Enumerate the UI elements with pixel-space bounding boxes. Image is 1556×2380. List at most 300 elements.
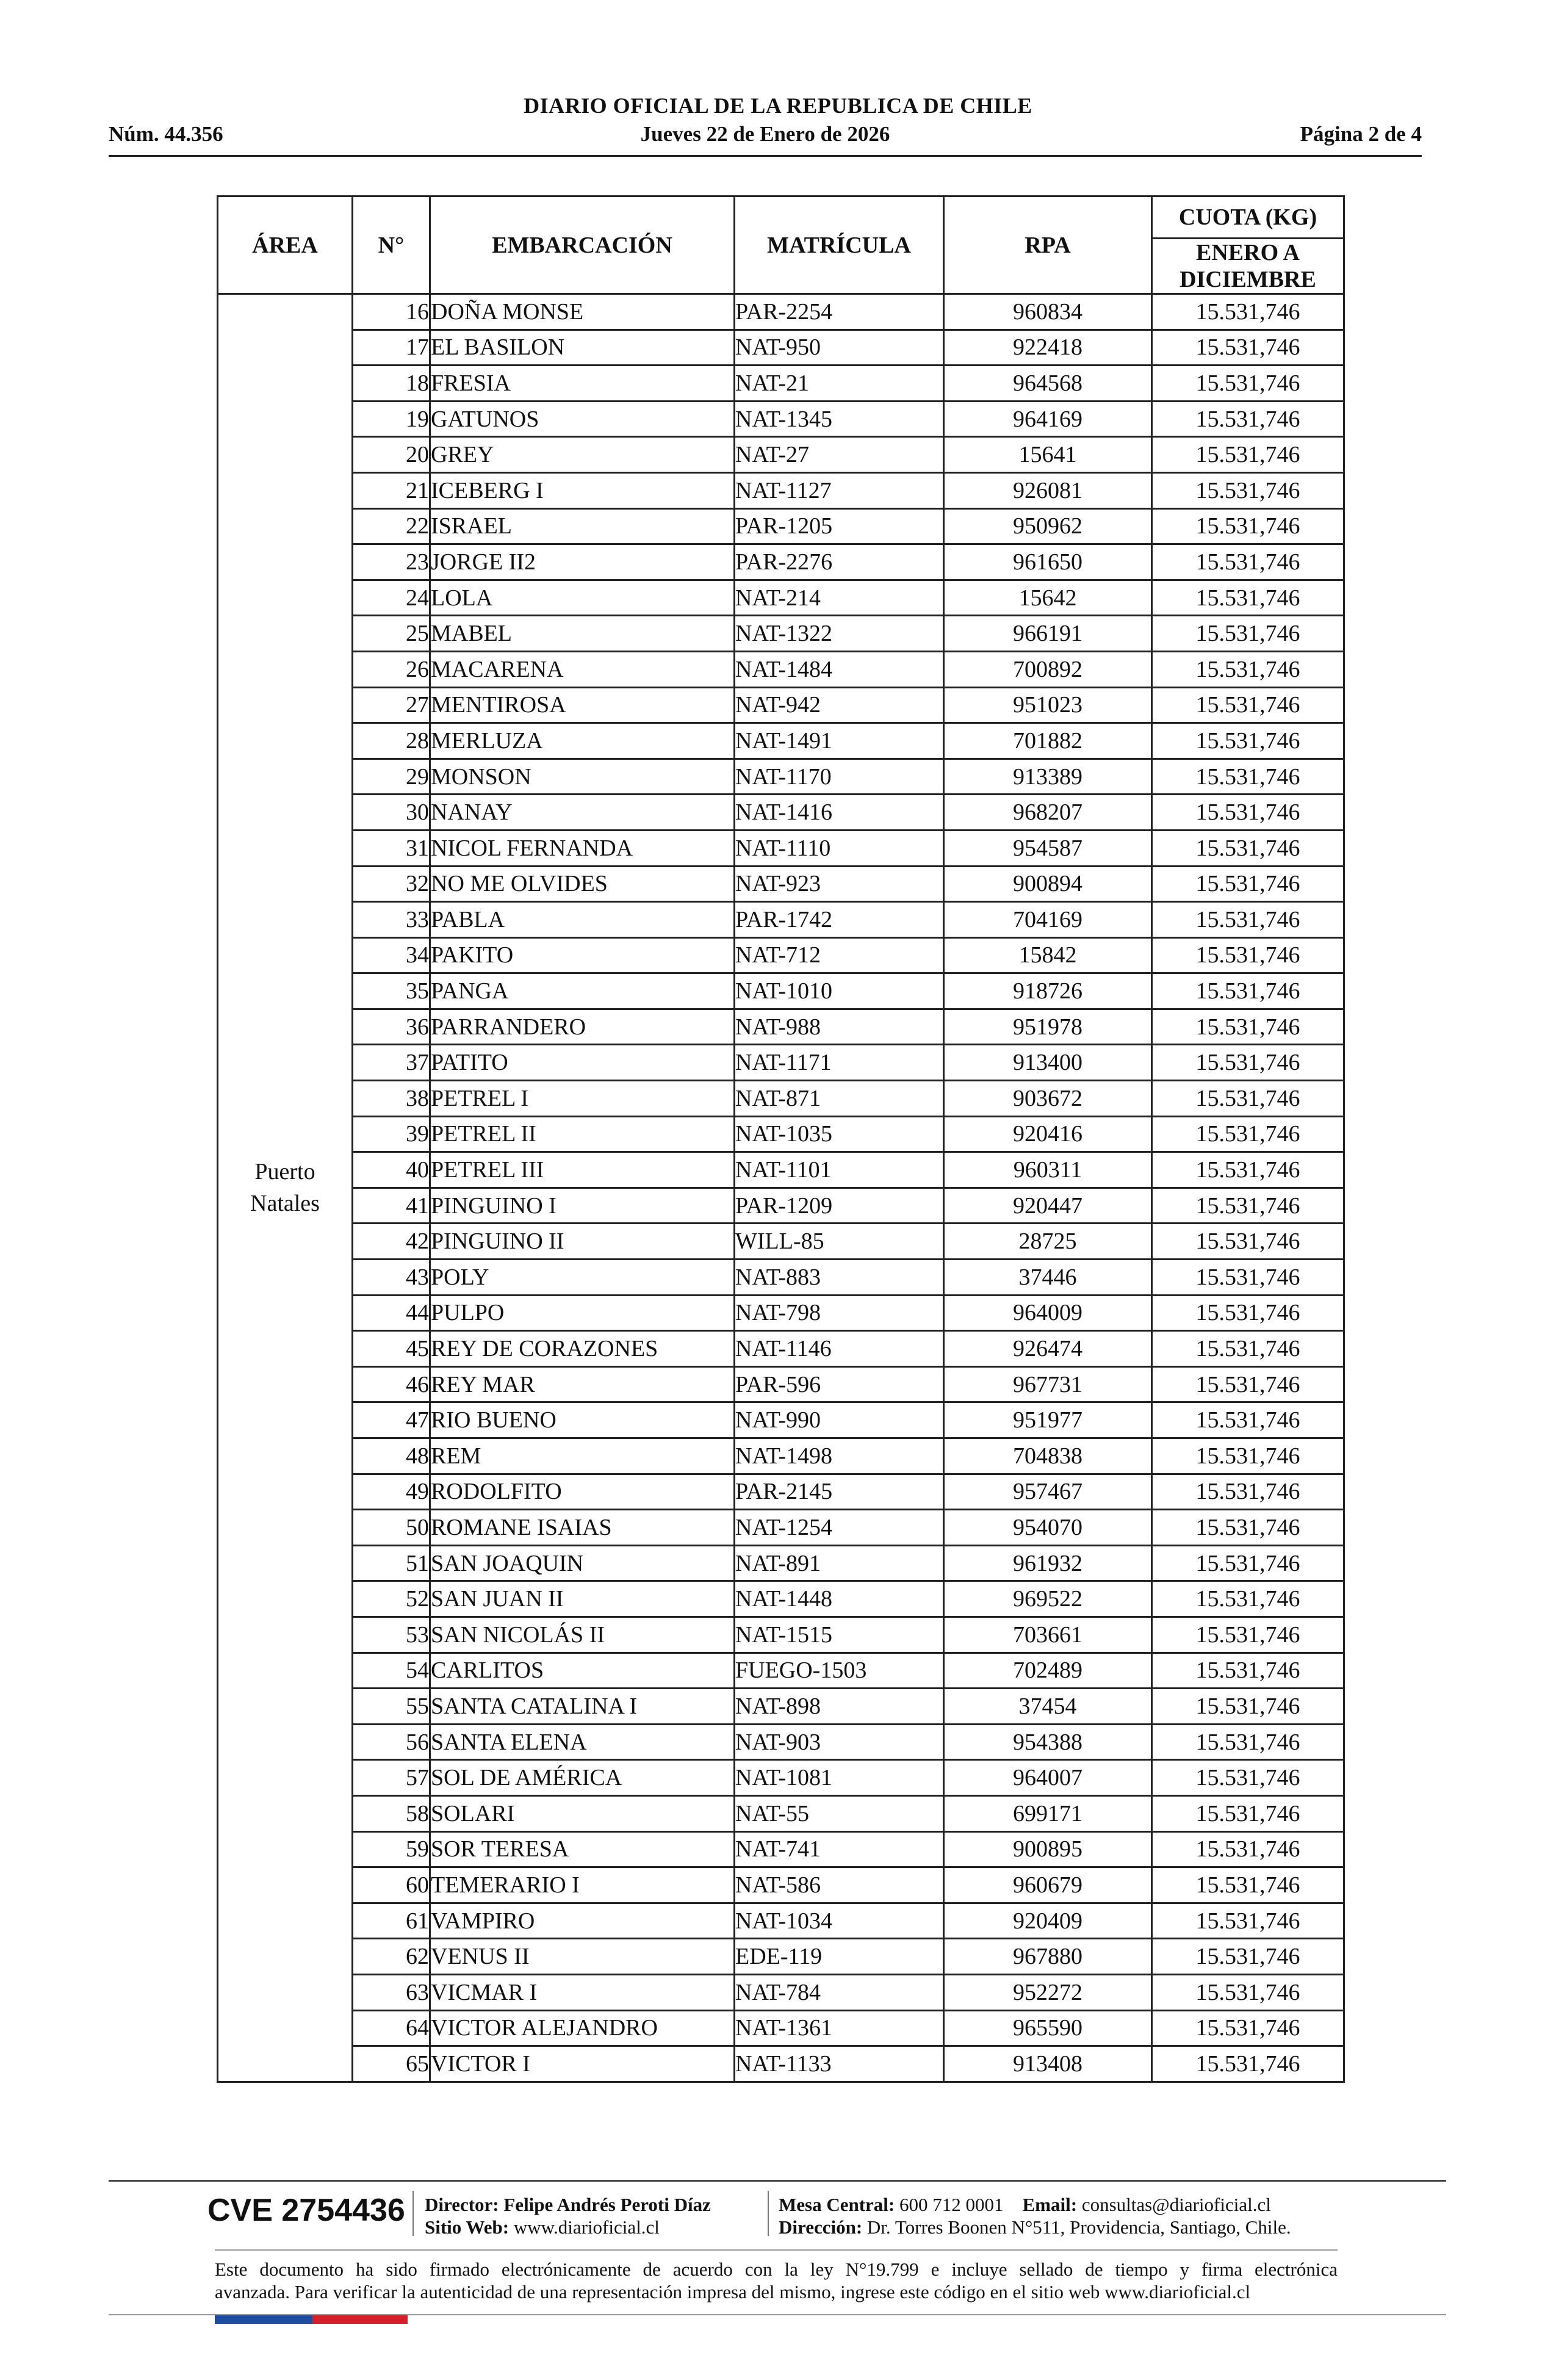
table-row bbox=[218, 795, 1344, 831]
table-row bbox=[218, 1867, 1344, 1903]
cell-quota: 15.531,746 bbox=[1152, 1116, 1344, 1152]
cell-registration: NAT-990 bbox=[735, 1402, 944, 1438]
footer-divider-top bbox=[109, 2180, 1446, 2182]
table-row bbox=[218, 544, 1344, 580]
header-quota: CUOTA (KG) bbox=[1152, 197, 1344, 239]
cell-quota: 15.531,746 bbox=[1152, 294, 1344, 330]
cell-registration: NAT-1484 bbox=[735, 651, 944, 687]
cell-quota: 15.531,746 bbox=[1152, 1081, 1344, 1117]
cell-number: 35 bbox=[353, 973, 430, 1009]
cell-quota: 15.531,746 bbox=[1152, 1760, 1344, 1796]
area-name-line1: Puerto bbox=[254, 1159, 315, 1185]
cell-quota: 15.531,746 bbox=[1152, 973, 1344, 1009]
cell-rpa: 964009 bbox=[944, 1295, 1152, 1331]
table-row bbox=[218, 330, 1344, 366]
cell-rpa: 15641 bbox=[944, 437, 1152, 473]
cell-number: 34 bbox=[353, 937, 430, 973]
cell-number: 59 bbox=[353, 1831, 430, 1867]
cell-registration: NAT-988 bbox=[735, 1009, 944, 1045]
cell-number: 41 bbox=[353, 1188, 430, 1224]
cell-vessel: PARRANDERO bbox=[430, 1009, 735, 1045]
website-label: Sitio Web: bbox=[425, 2216, 510, 2238]
cell-registration: NAT-1081 bbox=[735, 1760, 944, 1796]
cell-quota: 15.531,746 bbox=[1152, 2010, 1344, 2046]
cell-vessel: NICOL FERNANDA bbox=[430, 830, 735, 866]
cell-rpa: 965590 bbox=[944, 2010, 1152, 2046]
cell-rpa: 37454 bbox=[944, 1689, 1152, 1725]
cell-quota: 15.531,746 bbox=[1152, 1581, 1344, 1617]
header-quota-period: ENERO A DICIEMBRE bbox=[1152, 239, 1344, 294]
cell-quota: 15.531,746 bbox=[1152, 651, 1344, 687]
cell-registration: PAR-2276 bbox=[735, 544, 944, 580]
cell-number: 38 bbox=[353, 1081, 430, 1117]
cell-rpa: 28725 bbox=[944, 1224, 1152, 1260]
footer-divider-mid bbox=[215, 2249, 1338, 2251]
cell-number: 32 bbox=[353, 866, 430, 902]
cell-rpa: 961650 bbox=[944, 544, 1152, 580]
cell-quota: 15.531,746 bbox=[1152, 330, 1344, 366]
table-row bbox=[218, 723, 1344, 759]
table-row bbox=[218, 508, 1344, 544]
cell-quota: 15.531,746 bbox=[1152, 1689, 1344, 1725]
cell-quota: 15.531,746 bbox=[1152, 1438, 1344, 1474]
director-label: Director: bbox=[425, 2194, 499, 2215]
cell-quota: 15.531,746 bbox=[1152, 544, 1344, 580]
table-row bbox=[218, 1474, 1344, 1510]
cell-registration: NAT-1010 bbox=[735, 973, 944, 1009]
cell-number: 29 bbox=[353, 759, 430, 795]
cell-rpa: 704169 bbox=[944, 902, 1152, 938]
cell-quota: 15.531,746 bbox=[1152, 1617, 1344, 1653]
cell-registration: NAT-214 bbox=[735, 580, 944, 616]
cell-quota: 15.531,746 bbox=[1152, 795, 1344, 831]
issue-number: Núm. 44.356 bbox=[109, 122, 223, 146]
cell-rpa: 964007 bbox=[944, 1760, 1152, 1796]
cell-vessel: TEMERARIO I bbox=[430, 1867, 735, 1903]
cell-vessel: SAN JUAN II bbox=[430, 1581, 735, 1617]
table-row bbox=[218, 1903, 1344, 1939]
cell-quota: 15.531,746 bbox=[1152, 902, 1344, 938]
cell-registration: NAT-891 bbox=[735, 1545, 944, 1581]
table-row bbox=[218, 1260, 1344, 1296]
cell-rpa: 922418 bbox=[944, 330, 1152, 366]
cell-rpa: 951023 bbox=[944, 687, 1152, 723]
cell-vessel: SOL DE AMÉRICA bbox=[430, 1760, 735, 1796]
cell-vessel: PANGA bbox=[430, 973, 735, 1009]
cell-rpa: 699171 bbox=[944, 1795, 1152, 1831]
cell-number: 19 bbox=[353, 401, 430, 437]
table-row bbox=[218, 1438, 1344, 1474]
cell-registration: NAT-950 bbox=[735, 330, 944, 366]
cell-vessel: SAN JOAQUIN bbox=[430, 1545, 735, 1581]
table-row bbox=[218, 437, 1344, 473]
cell-number: 18 bbox=[353, 366, 430, 402]
cell-registration: NAT-1110 bbox=[735, 830, 944, 866]
cell-rpa: 960679 bbox=[944, 1867, 1152, 1903]
cell-vessel: VAMPIRO bbox=[430, 1903, 735, 1939]
table-row bbox=[218, 1795, 1344, 1831]
cell-number: 56 bbox=[353, 1724, 430, 1760]
cell-quota: 15.531,746 bbox=[1152, 723, 1344, 759]
cell-registration: NAT-1035 bbox=[735, 1116, 944, 1152]
table-row bbox=[218, 2010, 1344, 2046]
cell-vessel: GREY bbox=[430, 437, 735, 473]
cell-rpa: 704838 bbox=[944, 1438, 1152, 1474]
cell-registration: NAT-712 bbox=[735, 937, 944, 973]
cell-number: 61 bbox=[353, 1903, 430, 1939]
cell-rpa: 968207 bbox=[944, 795, 1152, 831]
cell-registration: NAT-55 bbox=[735, 1795, 944, 1831]
cell-number: 39 bbox=[353, 1116, 430, 1152]
table-row bbox=[218, 1402, 1344, 1438]
cell-number: 44 bbox=[353, 1295, 430, 1331]
cell-quota: 15.531,746 bbox=[1152, 1474, 1344, 1510]
cell-number: 55 bbox=[353, 1689, 430, 1725]
issue-date: Jueves 22 de Enero de 2026 bbox=[640, 122, 890, 146]
cell-registration: NAT-1515 bbox=[735, 1617, 944, 1653]
cell-vessel: MENTIROSA bbox=[430, 687, 735, 723]
cell-rpa: 920447 bbox=[944, 1188, 1152, 1224]
cell-quota: 15.531,746 bbox=[1152, 1724, 1344, 1760]
cell-number: 64 bbox=[353, 2010, 430, 2046]
table-row bbox=[218, 937, 1344, 973]
cell-number: 40 bbox=[353, 1152, 430, 1188]
flag-stripe-blue bbox=[215, 2315, 312, 2324]
header-vessel: EMBARCACIÓN bbox=[430, 197, 735, 294]
table-row bbox=[218, 1152, 1344, 1188]
table-body bbox=[218, 294, 1344, 2082]
cell-rpa: 960311 bbox=[944, 1152, 1152, 1188]
quota-table bbox=[217, 195, 1345, 2083]
cell-registration: NAT-871 bbox=[735, 1081, 944, 1117]
cell-rpa: 926081 bbox=[944, 472, 1152, 508]
cell-number: 49 bbox=[353, 1474, 430, 1510]
cell-registration: WILL-85 bbox=[735, 1224, 944, 1260]
cell-vessel: SANTA CATALINA I bbox=[430, 1689, 735, 1725]
cell-number: 20 bbox=[353, 437, 430, 473]
cell-rpa: 913408 bbox=[944, 2046, 1152, 2082]
cell-rpa: 951977 bbox=[944, 1402, 1152, 1438]
cell-number: 52 bbox=[353, 1581, 430, 1617]
cell-rpa: 961932 bbox=[944, 1545, 1152, 1581]
cell-vessel: VENUS II bbox=[430, 1939, 735, 1975]
cell-rpa: 951978 bbox=[944, 1009, 1152, 1045]
email-label: Email: bbox=[1022, 2194, 1078, 2215]
page-number: Página 2 de 4 bbox=[1300, 122, 1422, 146]
legal-notice-line2: avanzada. Para verificar la autenticidad de una representación impresa del mismo, ingrese este código en el sitio web www.diarioficial.cl bbox=[215, 2281, 1251, 2302]
cell-rpa: 703661 bbox=[944, 1617, 1152, 1653]
cell-rpa: 37446 bbox=[944, 1260, 1152, 1296]
cell-quota: 15.531,746 bbox=[1152, 1903, 1344, 1939]
cell-rpa: 700892 bbox=[944, 651, 1152, 687]
table-row bbox=[218, 1689, 1344, 1725]
cell-vessel: REY DE CORAZONES bbox=[430, 1331, 735, 1367]
cell-vessel: ISRAEL bbox=[430, 508, 735, 544]
cell-registration: NAT-1170 bbox=[735, 759, 944, 795]
cell-vessel: GATUNOS bbox=[430, 401, 735, 437]
cell-registration: PAR-1742 bbox=[735, 902, 944, 938]
cell-registration: PAR-2254 bbox=[735, 294, 944, 330]
cell-registration: NAT-1146 bbox=[735, 1331, 944, 1367]
cell-number: 23 bbox=[353, 544, 430, 580]
table-row bbox=[218, 1510, 1344, 1546]
cell-quota: 15.531,746 bbox=[1152, 1653, 1344, 1689]
cell-registration: NAT-923 bbox=[735, 866, 944, 902]
cell-quota: 15.531,746 bbox=[1152, 1331, 1344, 1367]
cell-number: 31 bbox=[353, 830, 430, 866]
cell-registration: PAR-2145 bbox=[735, 1474, 944, 1510]
cell-registration: NAT-1345 bbox=[735, 401, 944, 437]
cell-number: 45 bbox=[353, 1331, 430, 1367]
cell-rpa: 964568 bbox=[944, 366, 1152, 402]
cell-registration: NAT-1361 bbox=[735, 2010, 944, 2046]
cell-vessel: MACARENA bbox=[430, 651, 735, 687]
cell-registration: NAT-942 bbox=[735, 687, 944, 723]
cell-vessel: SOR TERESA bbox=[430, 1831, 735, 1867]
footer-separator bbox=[768, 2191, 769, 2236]
table-row bbox=[218, 1045, 1344, 1081]
table-row bbox=[218, 1581, 1344, 1617]
cell-vessel: PETREL III bbox=[430, 1152, 735, 1188]
table-row bbox=[218, 866, 1344, 902]
cell-vessel: PETREL I bbox=[430, 1081, 735, 1117]
cell-rpa: 950962 bbox=[944, 508, 1152, 544]
cell-quota: 15.531,746 bbox=[1152, 437, 1344, 473]
cell-rpa: 954587 bbox=[944, 830, 1152, 866]
cell-rpa: 966191 bbox=[944, 616, 1152, 652]
cell-rpa: 954388 bbox=[944, 1724, 1152, 1760]
cell-registration: NAT-1254 bbox=[735, 1510, 944, 1546]
cell-number: 48 bbox=[353, 1438, 430, 1474]
cell-vessel: EL BASILON bbox=[430, 330, 735, 366]
table-row bbox=[218, 1939, 1344, 1975]
cell-registration: NAT-1491 bbox=[735, 723, 944, 759]
cell-number: 57 bbox=[353, 1760, 430, 1796]
cell-vessel: CARLITOS bbox=[430, 1653, 735, 1689]
table-row bbox=[218, 1617, 1344, 1653]
cell-vessel: VICTOR ALEJANDRO bbox=[430, 2010, 735, 2046]
cell-quota: 15.531,746 bbox=[1152, 1867, 1344, 1903]
cell-registration: NAT-1133 bbox=[735, 2046, 944, 2082]
cell-registration: PAR-1205 bbox=[735, 508, 944, 544]
cell-vessel: PETREL II bbox=[430, 1116, 735, 1152]
table-row bbox=[218, 616, 1344, 652]
cell-vessel: MONSON bbox=[430, 759, 735, 795]
cell-quota: 15.531,746 bbox=[1152, 1260, 1344, 1296]
flag-stripe-red bbox=[312, 2315, 408, 2324]
header-number: N° bbox=[353, 197, 430, 294]
cell-quota: 15.531,746 bbox=[1152, 1545, 1344, 1581]
cell-number: 16 bbox=[353, 294, 430, 330]
cell-quota: 15.531,746 bbox=[1152, 687, 1344, 723]
header-rpa: RPA bbox=[944, 197, 1152, 294]
phone-label: Mesa Central: bbox=[779, 2194, 895, 2215]
cell-number: 37 bbox=[353, 1045, 430, 1081]
table-row bbox=[218, 1116, 1344, 1152]
cell-quota: 15.531,746 bbox=[1152, 759, 1344, 795]
table-row bbox=[218, 651, 1344, 687]
cell-registration: PAR-596 bbox=[735, 1366, 944, 1402]
cell-registration: EDE-119 bbox=[735, 1939, 944, 1975]
cell-registration: NAT-903 bbox=[735, 1724, 944, 1760]
phone-number: 600 712 0001 bbox=[899, 2194, 1004, 2215]
cell-vessel: SAN NICOLÁS II bbox=[430, 1617, 735, 1653]
cell-number: 63 bbox=[353, 1974, 430, 2010]
cell-vessel: JORGE II2 bbox=[430, 544, 735, 580]
cell-number: 47 bbox=[353, 1402, 430, 1438]
cell-registration: NAT-21 bbox=[735, 366, 944, 402]
cell-registration: NAT-1498 bbox=[735, 1438, 944, 1474]
cell-number: 42 bbox=[353, 1224, 430, 1260]
cell-vessel: REY MAR bbox=[430, 1366, 735, 1402]
cell-vessel: ROMANE ISAIAS bbox=[430, 1510, 735, 1546]
table-row bbox=[218, 1831, 1344, 1867]
email-link[interactable]: consultas@diarioficial.cl bbox=[1081, 2194, 1271, 2215]
cell-vessel: ICEBERG I bbox=[430, 472, 735, 508]
cell-vessel: SANTA ELENA bbox=[430, 1724, 735, 1760]
table-row bbox=[218, 1009, 1344, 1045]
cell-vessel: LOLA bbox=[430, 580, 735, 616]
cell-rpa: 969522 bbox=[944, 1581, 1152, 1617]
cell-quota: 15.531,746 bbox=[1152, 1939, 1344, 1975]
table-row bbox=[218, 2046, 1344, 2082]
cell-quota: 15.531,746 bbox=[1152, 1009, 1344, 1045]
cell-quota: 15.531,746 bbox=[1152, 508, 1344, 544]
cell-quota: 15.531,746 bbox=[1152, 1795, 1344, 1831]
cell-quota: 15.531,746 bbox=[1152, 2046, 1344, 2082]
cell-quota: 15.531,746 bbox=[1152, 472, 1344, 508]
cell-vessel: PABLA bbox=[430, 902, 735, 938]
cell-registration: FUEGO-1503 bbox=[735, 1653, 944, 1689]
cell-vessel: POLY bbox=[430, 1260, 735, 1296]
cell-rpa: 954070 bbox=[944, 1510, 1152, 1546]
cell-number: 27 bbox=[353, 687, 430, 723]
cell-number: 26 bbox=[353, 651, 430, 687]
area-cell bbox=[218, 294, 353, 2082]
table-row bbox=[218, 366, 1344, 402]
cell-rpa: 967731 bbox=[944, 1366, 1152, 1402]
cell-number: 62 bbox=[353, 1939, 430, 1975]
cell-number: 43 bbox=[353, 1260, 430, 1296]
cell-registration: NAT-784 bbox=[735, 1974, 944, 2010]
cell-vessel: REM bbox=[430, 1438, 735, 1474]
footer-director-block bbox=[425, 2193, 711, 2238]
cell-quota: 15.531,746 bbox=[1152, 1510, 1344, 1546]
cell-number: 58 bbox=[353, 1795, 430, 1831]
cell-registration: NAT-1127 bbox=[735, 472, 944, 508]
cell-rpa: 957467 bbox=[944, 1474, 1152, 1510]
cell-vessel: FRESIA bbox=[430, 366, 735, 402]
cell-registration: NAT-741 bbox=[735, 1831, 944, 1867]
cell-vessel: MERLUZA bbox=[430, 723, 735, 759]
cell-quota: 15.531,746 bbox=[1152, 1402, 1344, 1438]
cell-number: 28 bbox=[353, 723, 430, 759]
address-label: Dirección: bbox=[779, 2216, 863, 2238]
header-registration: MATRÍCULA bbox=[735, 197, 944, 294]
cell-quota: 15.531,746 bbox=[1152, 616, 1344, 652]
cell-vessel: SOLARI bbox=[430, 1795, 735, 1831]
cell-vessel: PINGUINO I bbox=[430, 1188, 735, 1224]
cell-number: 36 bbox=[353, 1009, 430, 1045]
cell-vessel: PULPO bbox=[430, 1295, 735, 1331]
table-row bbox=[218, 294, 1344, 330]
cell-number: 46 bbox=[353, 1366, 430, 1402]
header-divider bbox=[109, 155, 1422, 157]
cell-rpa: 960834 bbox=[944, 294, 1152, 330]
table-row bbox=[218, 1724, 1344, 1760]
cell-vessel: VICMAR I bbox=[430, 1974, 735, 2010]
table-row bbox=[218, 580, 1344, 616]
cell-quota: 15.531,746 bbox=[1152, 580, 1344, 616]
cell-registration: NAT-586 bbox=[735, 1867, 944, 1903]
table-row bbox=[218, 687, 1344, 723]
cell-vessel: DOÑA MONSE bbox=[430, 294, 735, 330]
cell-quota: 15.531,746 bbox=[1152, 1295, 1344, 1331]
cell-rpa: 903672 bbox=[944, 1081, 1152, 1117]
cell-number: 22 bbox=[353, 508, 430, 544]
cell-quota: 15.531,746 bbox=[1152, 830, 1344, 866]
cell-quota: 15.531,746 bbox=[1152, 1188, 1344, 1224]
cell-vessel: RODOLFITO bbox=[430, 1474, 735, 1510]
table-row bbox=[218, 1974, 1344, 2010]
cell-vessel: NO ME OLVIDES bbox=[430, 866, 735, 902]
cell-registration: NAT-1034 bbox=[735, 1903, 944, 1939]
table-row bbox=[218, 1366, 1344, 1402]
cell-quota: 15.531,746 bbox=[1152, 401, 1344, 437]
cell-quota: 15.531,746 bbox=[1152, 1974, 1344, 2010]
cell-rpa: 900895 bbox=[944, 1831, 1152, 1867]
cell-registration: NAT-1171 bbox=[735, 1045, 944, 1081]
cell-number: 17 bbox=[353, 330, 430, 366]
area-name-line2: Natales bbox=[250, 1191, 320, 1217]
cell-number: 21 bbox=[353, 472, 430, 508]
cell-quota: 15.531,746 bbox=[1152, 1831, 1344, 1867]
cell-quota: 15.531,746 bbox=[1152, 1152, 1344, 1188]
table-row bbox=[218, 1295, 1344, 1331]
header-row bbox=[109, 122, 1422, 150]
table-row bbox=[218, 1545, 1344, 1581]
cell-registration: PAR-1209 bbox=[735, 1188, 944, 1224]
cell-number: 65 bbox=[353, 2046, 430, 2082]
website-link[interactable]: www.diarioficial.cl bbox=[513, 2216, 660, 2238]
cell-number: 24 bbox=[353, 580, 430, 616]
cell-vessel: PATITO bbox=[430, 1045, 735, 1081]
table-row bbox=[218, 759, 1344, 795]
cell-number: 53 bbox=[353, 1617, 430, 1653]
cell-number: 30 bbox=[353, 795, 430, 831]
table-row bbox=[218, 1331, 1344, 1367]
table-row bbox=[218, 1224, 1344, 1260]
cell-quota: 15.531,746 bbox=[1152, 1224, 1344, 1260]
cell-registration: NAT-898 bbox=[735, 1689, 944, 1725]
cell-rpa: 701882 bbox=[944, 723, 1152, 759]
cell-rpa: 918726 bbox=[944, 973, 1152, 1009]
cell-registration: NAT-1101 bbox=[735, 1152, 944, 1188]
table-row bbox=[218, 973, 1344, 1009]
cell-registration: NAT-27 bbox=[735, 437, 944, 473]
cell-registration: NAT-1416 bbox=[735, 795, 944, 831]
cell-registration: NAT-883 bbox=[735, 1260, 944, 1296]
cell-rpa: 964169 bbox=[944, 401, 1152, 437]
cell-number: 60 bbox=[353, 1867, 430, 1903]
cell-vessel: RIO BUENO bbox=[430, 1402, 735, 1438]
table-row bbox=[218, 1081, 1344, 1117]
table-row bbox=[218, 401, 1344, 437]
cell-rpa: 920416 bbox=[944, 1116, 1152, 1152]
cell-registration: NAT-1448 bbox=[735, 1581, 944, 1617]
cell-vessel: PAKITO bbox=[430, 937, 735, 973]
table-row bbox=[218, 1760, 1344, 1796]
